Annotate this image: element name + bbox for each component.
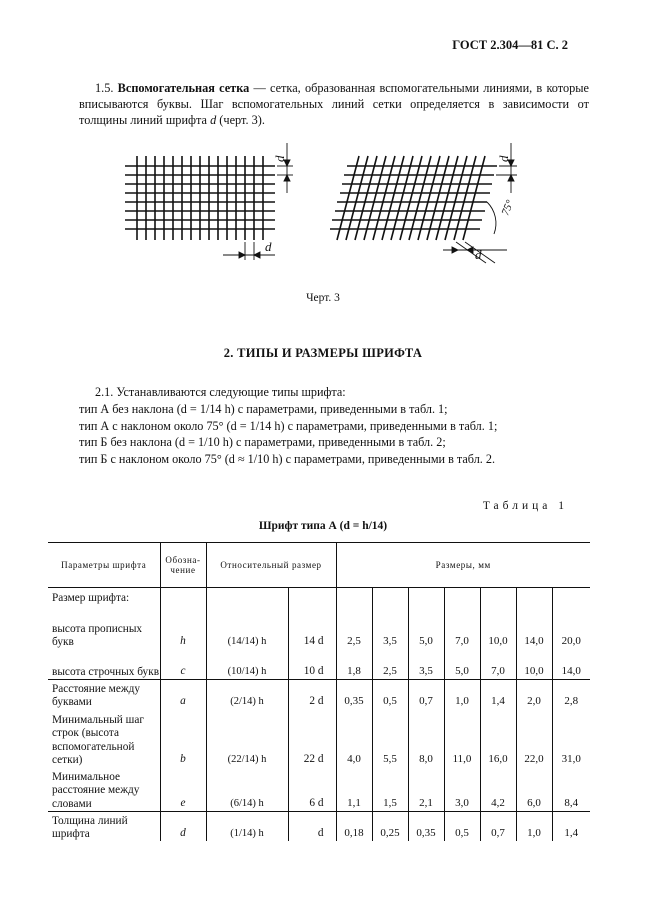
cell-param: Минимальный шаг строк (высота вспомогательной сетки) (52, 713, 145, 766)
cell-mul: d (288, 811, 336, 841)
cell-val: 7,0 (480, 649, 516, 679)
cell-val: 10,0 (516, 649, 552, 679)
cell-val: 20,0 (552, 605, 590, 649)
cell-val: 2,5 (336, 605, 372, 649)
grid-figure (115, 138, 535, 273)
cell-param: Расстояние между буквами (48, 679, 160, 709)
cell-mul: 2 d (288, 679, 336, 709)
table-row (48, 679, 590, 709)
cell-val: 2,1 (408, 767, 444, 811)
cell-val: 10,0 (480, 605, 516, 649)
th-sizes: Размеры, мм (336, 543, 590, 588)
cell-val: 3,5 (408, 649, 444, 679)
cell-val: 0,18 (336, 811, 372, 841)
cell-val: 8,4 (552, 767, 590, 811)
para-end: (черт. 3). (216, 113, 265, 128)
cell-val: 5,0 (408, 605, 444, 649)
cell-val: 2,0 (516, 679, 552, 709)
cell-val: 31,0 (552, 709, 590, 767)
cell-val: 2,8 (552, 679, 590, 709)
cell-param: Размер шрифта: (52, 592, 130, 604)
cell-rel: (14/14) h (206, 605, 288, 649)
cell-rel: (22/14) h (206, 709, 288, 767)
cell-val: 6,0 (516, 767, 552, 811)
cell-sym: e (160, 767, 206, 811)
types-list (79, 384, 497, 468)
cell-val: 1,1 (336, 767, 372, 811)
section-title: 2. ТИПЫ И РАЗМЕРЫ ШРИФТА (223, 346, 423, 360)
cell-val: 1,4 (552, 811, 590, 841)
th-symbol: Обозна-чение (160, 543, 206, 588)
cell-val: 5,5 (372, 709, 408, 767)
dim-label-d-3: d (496, 155, 511, 162)
type-item: тип Б без наклона (d = 1/10 h) с параметрами, приведенными в табл. 2; (79, 435, 446, 450)
cell-sym: a (160, 679, 206, 709)
cell-val: 0,5 (372, 679, 408, 709)
cell-rel: (1/14) h (206, 811, 288, 841)
cell-val: 0,25 (372, 811, 408, 841)
table-row (48, 709, 590, 767)
table-label: Таблица 1 (482, 500, 568, 512)
para-number: 1.5. (95, 81, 114, 95)
cell-val: 0,35 (336, 679, 372, 709)
cell-param: Толщина линий шрифта (48, 811, 160, 841)
cell-mul: 14 d (288, 605, 336, 649)
page-header: ГОСТ 2.304—81 С. 2 (452, 38, 568, 52)
type-item: тип А с наклоном около 75° (d = 1/14 h) с параметрами, приведенными в табл. 1; (79, 418, 498, 433)
cell-rel: (10/14) h (206, 649, 288, 679)
cell-param: высота строчных букв (52, 665, 160, 678)
cell-param: Минимальное расстояние между словами (52, 770, 140, 810)
paragraph-1-5 (79, 80, 589, 129)
cell-val: 1,0 (444, 679, 480, 709)
cell-val: 0,7 (408, 679, 444, 709)
para-text: — сетка, образованная вспомогательными линиями, в которые вписываются буквы. Шаг вспомогательных линий сетки определяется в зависимости от толщины линий шрифта (79, 81, 590, 128)
font-table (48, 542, 590, 841)
cell-val: 16,0 (480, 709, 516, 767)
cell-val: 14,0 (552, 649, 590, 679)
para-term: Вспомогательная сетка (117, 81, 250, 95)
cell-mul: 10 d (288, 649, 336, 679)
angle-label: 75° (499, 198, 517, 218)
straight-grid (125, 156, 275, 240)
cell-val: 0,5 (444, 811, 480, 841)
type-item: тип А без наклона (d = 1/14 h) с параметрами, приведенными в табл. 1; (79, 401, 448, 416)
cell-val: 22,0 (516, 709, 552, 767)
cell-rel: (2/14) h (206, 679, 288, 709)
table-row (48, 588, 590, 606)
cell-val: 4,0 (336, 709, 372, 767)
table-title: Шрифт типа А (d = h/14) (258, 520, 388, 532)
cell-val: 1,5 (372, 767, 408, 811)
slanted-grid (330, 156, 497, 240)
cell-sym: h (160, 605, 206, 649)
th-relative: Относительный размер (206, 543, 336, 588)
types-intro: 2.1. Устанавливаются следующие типы шрифта: (95, 385, 346, 399)
cell-val: 7,0 (444, 605, 480, 649)
cell-rel: (6/14) h (206, 767, 288, 811)
cell-mul: 22 d (288, 709, 336, 767)
cell-val: 8,0 (408, 709, 444, 767)
cell-sym: b (160, 709, 206, 767)
type-item: тип Б с наклоном около 75° (d ≈ 1/10 h) с параметрами, приведенными в табл. 2. (79, 452, 496, 467)
th-params: Параметры шрифта (48, 543, 160, 588)
cell-val: 5,0 (444, 649, 480, 679)
table-header-row (48, 543, 590, 588)
cell-val: 3,5 (372, 605, 408, 649)
dim-label-d-1: d (272, 155, 287, 162)
table-row (48, 767, 590, 811)
table-row (48, 649, 590, 679)
table-row (48, 605, 590, 649)
table-row (48, 811, 590, 841)
dim-label-d-4: d (475, 247, 482, 262)
cell-val: 4,2 (480, 767, 516, 811)
cell-sym: c (160, 649, 206, 679)
cell-val: 1,8 (336, 649, 372, 679)
figure-caption: Черт. 3 (306, 292, 340, 304)
cell-val: 14,0 (516, 605, 552, 649)
cell-val: 11,0 (444, 709, 480, 767)
cell-val: 1,0 (516, 811, 552, 841)
cell-val: 1,4 (480, 679, 516, 709)
cell-val: 3,0 (444, 767, 480, 811)
cell-val: 0,7 (480, 811, 516, 841)
cell-param: высота прописных букв (52, 622, 143, 648)
para-d: d (210, 113, 217, 128)
cell-mul: 6 d (288, 767, 336, 811)
cell-val: 2,5 (372, 649, 408, 679)
dim-label-d-2: d (265, 239, 272, 254)
cell-val: 0,35 (408, 811, 444, 841)
cell-sym: d (160, 811, 206, 841)
